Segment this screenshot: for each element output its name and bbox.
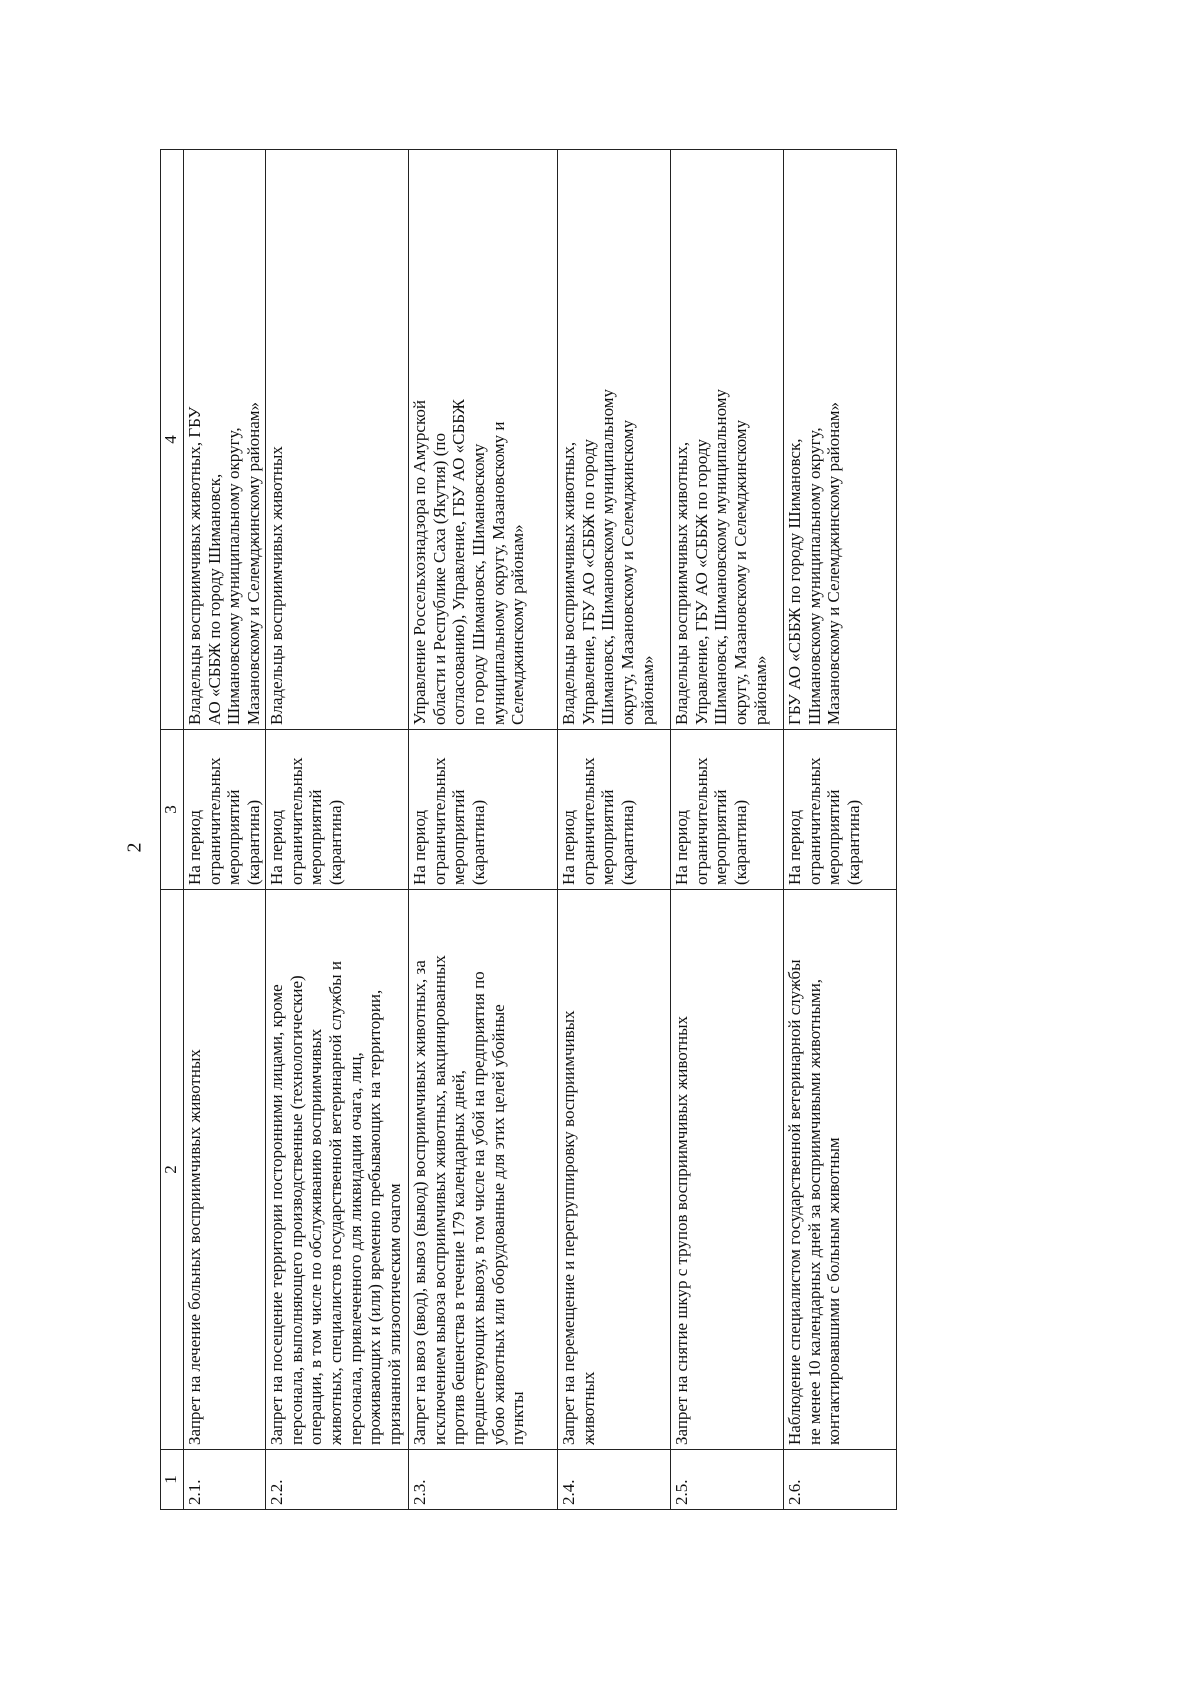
responsible-text: Владельцы восприимчивых животных (265, 150, 408, 730)
header-cell-1: 1 (161, 1450, 184, 1510)
responsible-text: Владельцы восприимчивых животных, ГБУ АО «СББЖ по городу Шимановск, Шимановскому муниципальному округу, Мазановскому и Селемджинскому районам» (184, 150, 266, 730)
row-number: 2.3. (408, 1450, 557, 1510)
rotated-table-area (160, 150, 1200, 1505)
row-number: 2.1. (184, 1450, 266, 1510)
measure-text: Запрет на снятие шкур с трупов восприимчивых животных (670, 890, 783, 1450)
row-number: 2.5. (670, 1450, 783, 1510)
period-text: На период ограничительных мероприятий (карантина) (557, 730, 670, 890)
measure-text: Запрет на лечение больных восприимчивых животных (184, 890, 266, 1450)
measure-text: Запрет на посещение территории посторонними лицами, кроме персонала, выполняющего производственные (технологические) операции, в том числе по обслуживанию восприимчивых животных, специалистов государственной ветеринарной службы и персонала, привлеченного для ликвидации очага, лиц, проживающих и (или) временно пребывающих на территории, признанной эпизоотическим очагом (265, 890, 408, 1450)
table-row (184, 150, 266, 1510)
measures-table (160, 149, 897, 1510)
row-number: 2.4. (557, 1450, 670, 1510)
table-row (265, 150, 408, 1510)
table-row (670, 150, 783, 1510)
responsible-text: ГБУ АО «СББЖ по городу Шимановск, Шимановскому муниципальному округу, Мазановскому и Селемджинскому районам» (783, 150, 896, 730)
table-row (783, 150, 896, 1510)
table-row (557, 150, 670, 1510)
row-number: 2.2. (265, 1450, 408, 1510)
rotated-page-content (160, 150, 940, 1510)
header-cell-3: 3 (161, 730, 184, 890)
responsible-text: Владельцы восприимчивых животных, Управление, ГБУ АО «СББЖ по городу Шимановск, Шимановскому муниципальному округу, Мазановскому и Селемджинскому районам» (557, 150, 670, 730)
header-cell-4: 4 (161, 150, 184, 730)
row-number: 2.6. (783, 1450, 896, 1510)
measure-text: Запрет на перемещение и перегруппировку восприимчивых животных (557, 890, 670, 1450)
responsible-text: Управление Россельхознадзора по Амурской области и Республике Саха (Якутия) (по согласованию), Управление, ГБУ АО «СББЖ по городу Шимановск, Шимановскому муниципальному округу, Мазановскому и Селемджинскому районам» (408, 150, 557, 730)
measure-text: Наблюдение специалистом государственной ветеринарной службы не менее 10 календарных дней за восприимчивыми животными, контактировавшими с больным животным (783, 890, 896, 1450)
table-row (408, 150, 557, 1510)
period-text: На период ограничительных мероприятий (карантина) (265, 730, 408, 890)
header-row (161, 150, 184, 1510)
period-text: На период ограничительных мероприятий (карантина) (184, 730, 266, 890)
header-cell-2: 2 (161, 890, 184, 1450)
measure-text: Запрет на ввоз (ввод), вывоз (вывод) восприимчивых животных, за исключением вывоза восприимчивых животных, вакцинированных против бешенства в течение 179 календарных дней, предшествующих вывозу, в том числе на убой на предприятия по убою животных или оборудованные для этих целей убойные пункты (408, 890, 557, 1450)
period-text: На период ограничительных мероприятий (карантина) (670, 730, 783, 890)
responsible-text: Владельцы восприимчивых животных, Управление, ГБУ АО «СББЖ по городу Шимановск, Шимановскому муниципальному округу, Мазановскому и Селемджинскому районам» (670, 150, 783, 730)
period-text: На период ограничительных мероприятий (карантина) (783, 730, 896, 890)
period-text: На период ограничительных мероприятий (карантина) (408, 730, 557, 890)
page-number: 2 (123, 842, 146, 853)
